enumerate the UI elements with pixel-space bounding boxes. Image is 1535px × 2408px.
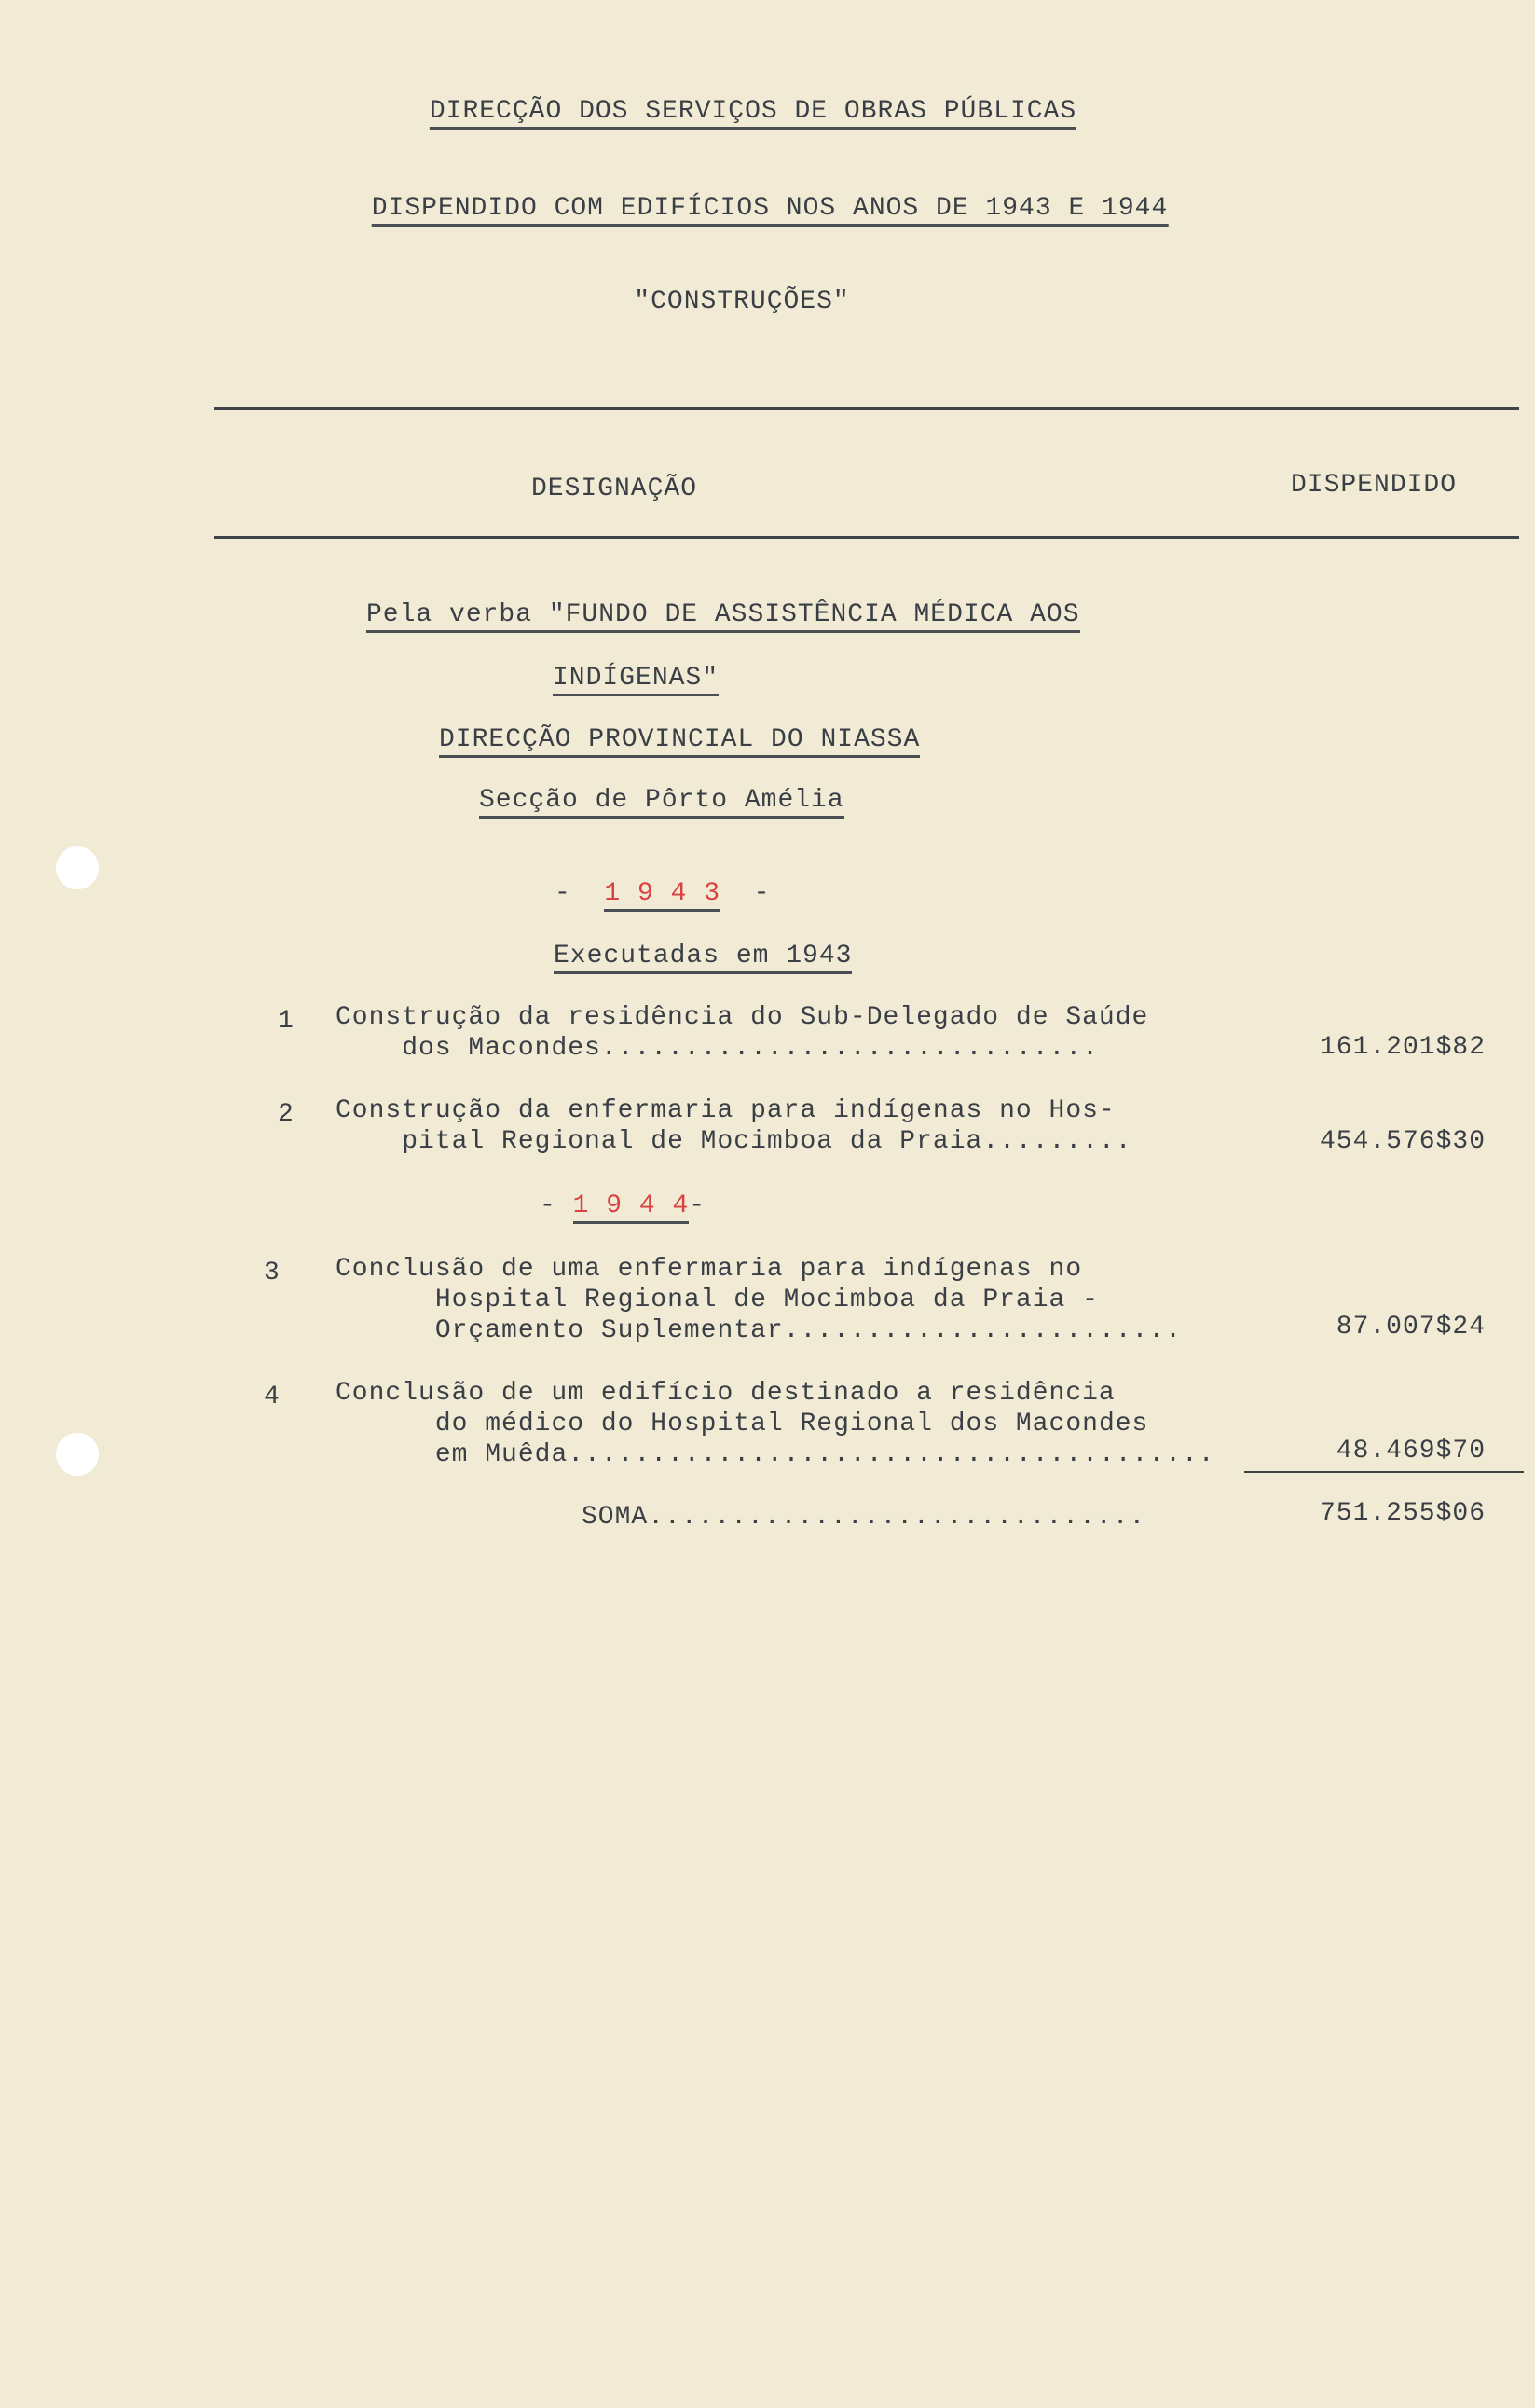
item-1-amount: 161.201$82 [1319, 1033, 1486, 1062]
item-1-number: 1 [278, 1007, 294, 1036]
header-category: "CONSTRUÇÕES" [634, 287, 850, 316]
dash-left: - [540, 1191, 556, 1220]
dash-left: - [555, 879, 571, 908]
header-subtitle: DISPENDIDO COM EDIFÍCIOS NOS ANOS DE 1943 E 1944 [372, 194, 1169, 227]
dash-right: - [753, 879, 771, 908]
fund-line-2: INDÍGENAS" [553, 664, 719, 696]
item-3-amount: 87.007$24 [1336, 1313, 1486, 1342]
punch-hole-bottom [56, 1433, 99, 1476]
directorate: DIRECÇÃO PROVINCIAL DO NIASSA [439, 725, 920, 758]
table-header-rule [214, 536, 1519, 539]
item-1-description: Construção da residência do Sub-Delegado de Saúde dos Macondes.............................. [336, 1003, 1149, 1063]
item-4-description: Conclusão de um edifício destinado a residência do médico do Hospital Regional dos Macondes em Muêda....................................... [336, 1379, 1215, 1469]
sum-rule [1244, 1471, 1524, 1473]
punch-hole-top [56, 846, 99, 889]
column-designation: DESIGNAÇÃO [531, 475, 698, 503]
item-2-amount: 454.576$30 [1319, 1127, 1486, 1156]
executed-1943: Executadas em 1943 [554, 942, 852, 974]
item-3-description: Conclusão de uma enfermaria para indígenas no Hospital Regional de Mocimboa da Praia - Orçamento Suplementar........................ [336, 1255, 1182, 1345]
year-1944: 1 9 4 4 [573, 1191, 690, 1224]
item-4-number: 4 [264, 1383, 280, 1411]
year-1943: 1 9 4 3 [604, 879, 720, 912]
item-2-number: 2 [278, 1100, 294, 1129]
header-title: DIRECÇÃO DOS SERVIÇOS DE OBRAS PÚBLICAS [430, 97, 1076, 130]
fund-line-1: Pela verba "FUNDO DE ASSISTÊNCIA MÉDICA AOS [366, 600, 1080, 633]
total-label: SOMA.............................. [582, 1503, 1146, 1532]
total-amount: 751.255$06 [1319, 1499, 1486, 1528]
section-name: Secção de Pôrto Amélia [479, 786, 844, 819]
item-2-description: Construção da enfermaria para indígenas no Hos- pital Regional de Mocimboa da Praia......... [336, 1096, 1132, 1156]
year-1943-heading [555, 879, 770, 908]
item-4-amount: 48.469$70 [1336, 1437, 1486, 1465]
table-top-rule [214, 407, 1519, 410]
dash-right: - [689, 1191, 706, 1220]
year-1944-heading [540, 1191, 706, 1220]
item-3-number: 3 [264, 1259, 280, 1287]
column-spent: DISPENDIDO [1291, 471, 1458, 500]
